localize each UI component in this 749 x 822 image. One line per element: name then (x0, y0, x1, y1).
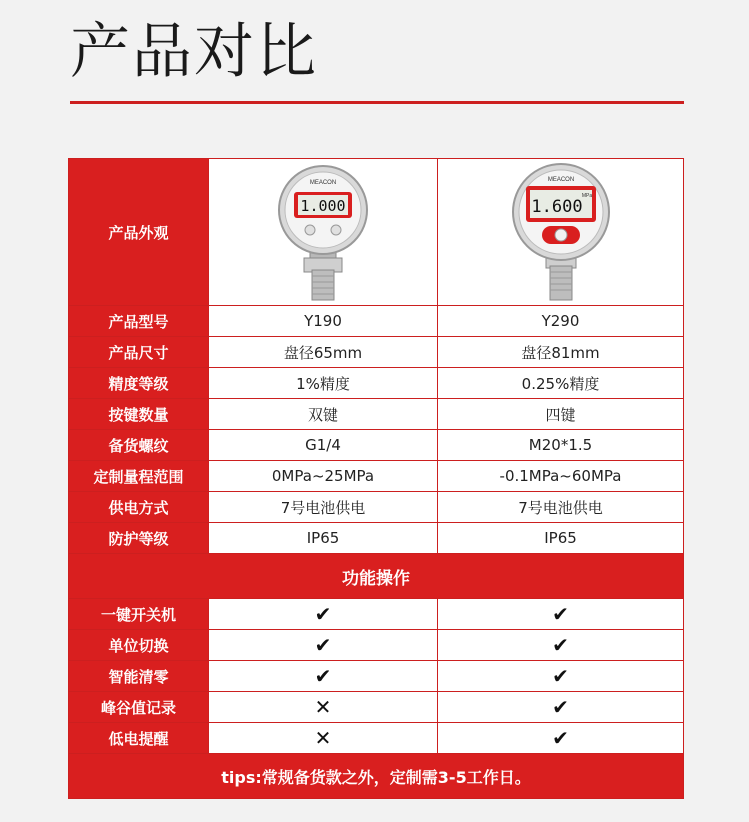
cell-y290: 7号电池供电 (438, 492, 684, 523)
row-label: 峰谷值记录 (69, 692, 209, 723)
cell-y290: 盘径81mm (438, 337, 684, 368)
spec-row-thread (69, 430, 684, 461)
cell-y190: 7号电池供电 (209, 492, 438, 523)
cell-y190: Y190 (209, 306, 438, 337)
row-label: 产品外观 (69, 159, 209, 306)
feature-row-low-battery (69, 723, 684, 754)
row-label: 低电提醒 (69, 723, 209, 754)
row-label: 单位切换 (69, 630, 209, 661)
cell-y290: Y290 (438, 306, 684, 337)
tip-text: tips:常规备货款之外，定制需3-5工作日。 (69, 754, 684, 799)
row-label: 一键开关机 (69, 599, 209, 630)
feature-row-unit-switch (69, 630, 684, 661)
row-label: 防护等级 (69, 523, 209, 554)
check-icon: ✔ (552, 695, 569, 719)
spec-row-protection (69, 523, 684, 554)
spec-row-size (69, 337, 684, 368)
check-icon: ✔ (314, 633, 332, 657)
cell-y190: 1%精度 (209, 368, 438, 399)
tip-row (69, 754, 684, 799)
cell-y190: G1/4 (209, 430, 438, 461)
svg-text:1.600: 1.600 (530, 197, 583, 217)
row-label: 产品型号 (69, 306, 209, 337)
spec-row-buttons (69, 399, 684, 430)
svg-text:MEACON: MEACON (547, 177, 574, 183)
section-title: 功能操作 (69, 554, 684, 599)
gauge-y190-image (268, 162, 378, 302)
cell-y290: -0.1MPa~60MPa (438, 461, 684, 492)
row-label: 智能清零 (69, 661, 209, 692)
cell-y290: 四键 (438, 399, 684, 430)
spec-row-accuracy (69, 368, 684, 399)
title-divider (70, 101, 684, 104)
svg-text:1.000: 1.000 (300, 197, 346, 215)
cell-y290: M20*1.5 (438, 430, 684, 461)
cell-y290: IP65 (438, 523, 684, 554)
check-icon: ✔ (552, 602, 569, 626)
check-icon: ✔ (314, 602, 332, 626)
cell-y190: 盘径65mm (209, 337, 438, 368)
cross-icon: ✕ (314, 726, 332, 750)
row-label: 备货螺纹 (69, 430, 209, 461)
svg-text:MEACON: MEACON (309, 180, 337, 186)
cell-y190: IP65 (209, 523, 438, 554)
product-image-y290 (438, 159, 684, 306)
check-icon: ✔ (314, 664, 332, 688)
spec-row-model (69, 306, 684, 337)
cross-icon: ✕ (314, 695, 332, 719)
check-icon: ✔ (552, 664, 569, 688)
section-header-row (69, 554, 684, 599)
cell-y190: 双键 (209, 399, 438, 430)
gauge-y290-image (506, 162, 616, 302)
cell-y190: 0MPa~25MPa (209, 461, 438, 492)
feature-row-zero (69, 661, 684, 692)
row-label: 供电方式 (69, 492, 209, 523)
spec-row-power (69, 492, 684, 523)
row-label: 按键数量 (69, 399, 209, 430)
check-icon: ✔ (552, 726, 569, 750)
feature-row-peak (69, 692, 684, 723)
comparison-table (68, 158, 684, 799)
appearance-row (69, 159, 684, 306)
page-title: 产品对比 (70, 17, 318, 87)
spec-row-range (69, 461, 684, 492)
check-icon: ✔ (552, 633, 569, 657)
row-label: 精度等级 (69, 368, 209, 399)
svg-text:MPa: MPa (581, 193, 592, 199)
feature-row-power-toggle (69, 599, 684, 630)
cell-y290: 0.25%精度 (438, 368, 684, 399)
product-image-y190 (209, 159, 438, 306)
row-label: 定制量程范围 (69, 461, 209, 492)
row-label: 产品尺寸 (69, 337, 209, 368)
